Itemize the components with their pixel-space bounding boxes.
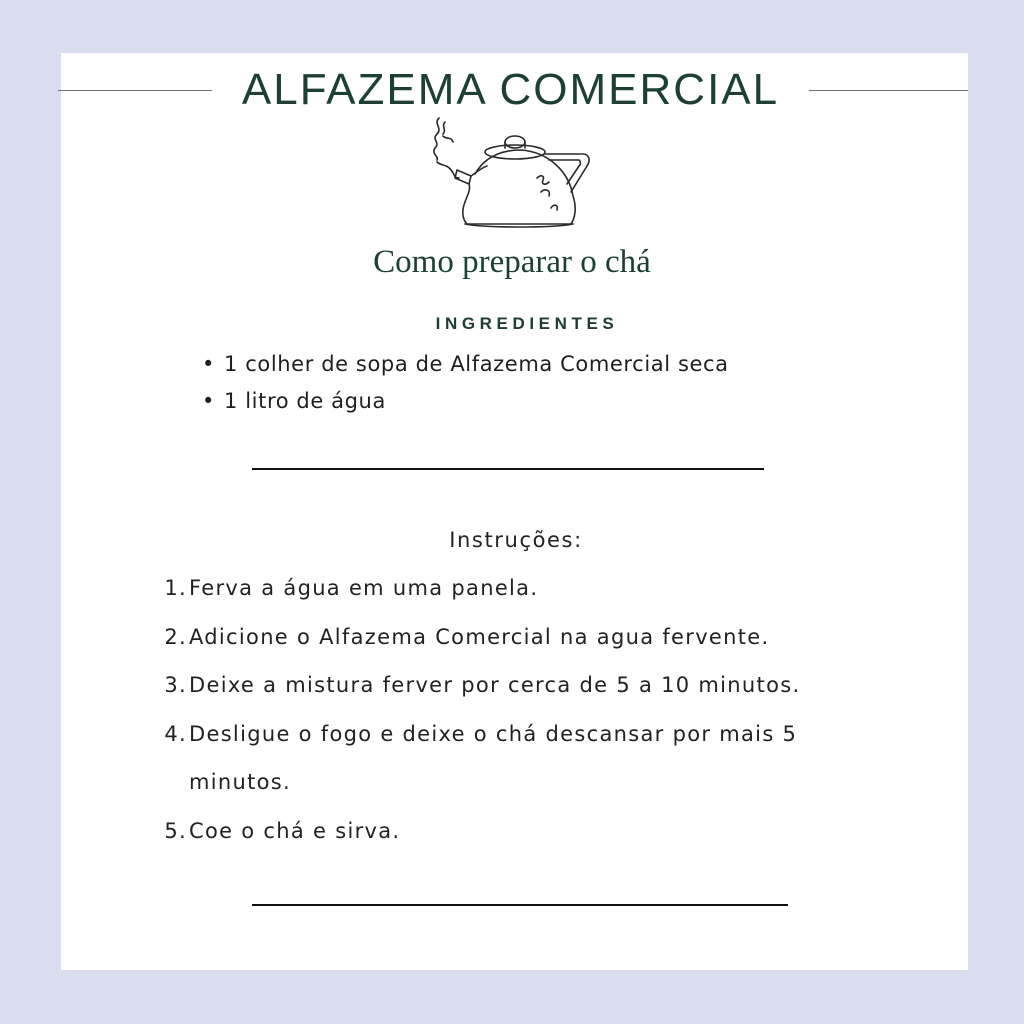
step-number: 3.: [164, 673, 187, 697]
ingredients-list: [202, 346, 729, 420]
title-divider-left: [58, 90, 212, 91]
bullet: •: [202, 352, 215, 376]
bullet: •: [202, 389, 215, 413]
ingredient-text: 1 litro de água: [224, 389, 386, 413]
list-item: [150, 807, 879, 856]
step-number: 4.: [164, 721, 187, 746]
list-item: [150, 564, 879, 613]
list-item: [150, 710, 879, 807]
step-text: Deixe a mistura ferver por cerca de 5 a 10 minutos.: [189, 673, 801, 697]
list-item: [150, 661, 879, 710]
list-item: [202, 383, 729, 420]
teapot-icon: [425, 112, 595, 234]
list-item: [202, 346, 729, 383]
instructions-list: [150, 564, 879, 855]
step-text: Adicione o Alfazema Comercial na agua fervente.: [189, 624, 770, 649]
page-title: ALFAZEMA COMERCIAL: [241, 65, 780, 114]
step-number: 2.: [164, 624, 187, 649]
ingredients-heading: INGREDIENTES: [435, 314, 619, 333]
step-number: 1.: [164, 576, 187, 600]
list-item: [150, 613, 879, 662]
step-number: 5.: [164, 818, 187, 843]
recipe-subtitle: Como preparar o chá: [373, 244, 651, 280]
instructions-heading: Instruções:: [449, 528, 583, 552]
step-text: Ferva a água em uma panela.: [189, 576, 539, 600]
divider-line: [252, 468, 764, 470]
ingredient-text: 1 colher de sopa de Alfazema Comercial seca: [224, 352, 729, 376]
steam-icon: [434, 118, 439, 160]
step-text: Coe o chá e sirva.: [189, 818, 401, 843]
divider-line: [252, 904, 788, 906]
step-text: Desligue o fogo e deixe o chá descansar por mais 5 minutos.: [189, 721, 798, 794]
title-divider-right: [809, 90, 968, 91]
